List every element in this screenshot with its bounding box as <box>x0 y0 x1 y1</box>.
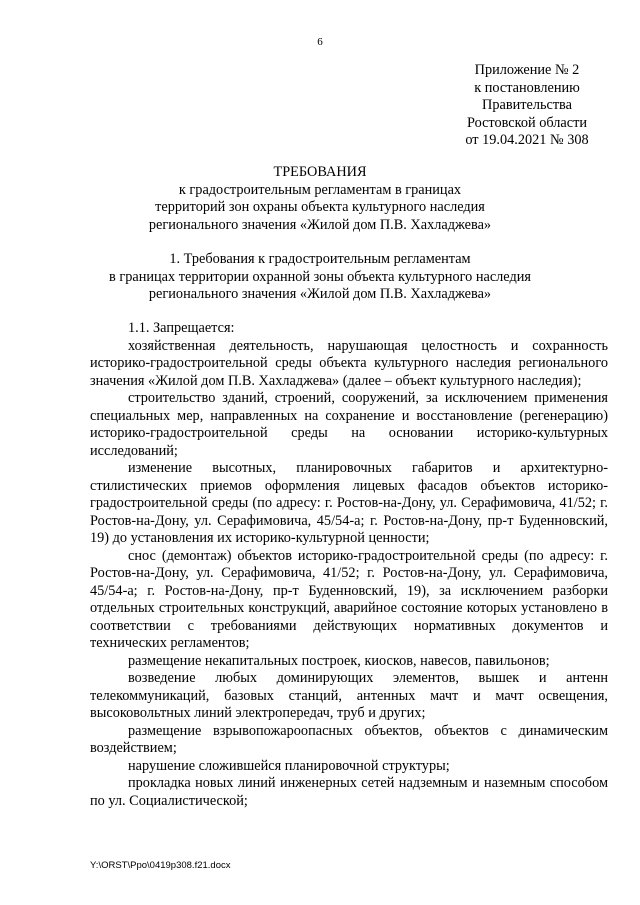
section-heading-line: в границах территории охранной зоны объекта культурного наследия <box>109 268 531 285</box>
list-item: возведение любых доминирующих элементов, вышек и антенн телекоммуникаций, базовых станций, антенных мачт и мачт освещения, высоковольтных линий электропередач, труб и других; <box>90 670 608 721</box>
title-line: регионального значения «Жилой дом П.В. Хахладжева» <box>148 216 492 233</box>
section-heading-line: 1. Требования к градостроительным регламентам <box>169 251 471 267</box>
list-item: строительство зданий, строений, сооружений, за исключением применения специальных мер, направленных на сохранение и восстановление (регенерацию) историко-градостроительной среды на основании историко-культурных исследований; <box>90 390 608 459</box>
list-item: снос (демонтаж) объектов историко-градостроительной среды (по адресу: г. Ростов-на-Дону, ул. Серафимовича, 41/52; г. Ростов-на-Дону, ул. Серафимовича, 45/54-а; г. Ростов-на-Дону, пр-т Буденновский, 19), за исключением разборки отдельных строительных конструкций, аварийное состояние которых установлено в соответствии с требованиями действующих нормативных документов и технических регламентов; <box>90 547 608 651</box>
appendix-line: к постановлению <box>474 79 580 96</box>
document-title <box>60 164 580 234</box>
appendix-line: Ростовской области <box>466 114 588 131</box>
appendix-line: Правительства <box>482 97 572 113</box>
list-item: размещение некапитальных построек, киосков, навесов, павильонов; <box>128 652 550 669</box>
appendix-line: от 19.04.2021 № 308 <box>465 132 589 148</box>
appendix-line: Приложение № 2 <box>474 62 580 78</box>
appendix-block <box>452 62 602 150</box>
list-item: прокладка новых линий инженерных сетей надземным и наземным способом по ул. Социалистической; <box>90 775 608 809</box>
section-heading <box>60 251 580 304</box>
section-heading-line: регионального значения «Жилой дом П.В. Хахладжева» <box>148 286 492 302</box>
list-item: изменение высотных, планировочных габаритов и архитектурно-стилистических приемов оформления лицевых фасадов объектов историко-градостроительной среды (по адресу: г. Ростов-на-Дону, ул. Серафимовича, 41/52; г. Ростов-на-Дону, ул. Серафимовича, 45/54-а; г. Ростов-на-Дону, пр-т Буденновский, 19) до установления их историко-культурной ценности; <box>90 460 608 546</box>
title-heading: ТРЕБОВАНИЯ <box>273 164 367 180</box>
file-path-footer: Y:\ORST\Ppo\0419p308.f21.docx <box>90 860 231 871</box>
list-item: размещение взрывопожароопасных объектов, объектов с динамическим воздействием; <box>90 722 608 756</box>
list-item: нарушение сложившейся планировочной структуры; <box>128 757 450 774</box>
page-number: 6 <box>317 36 323 48</box>
body-text <box>90 320 608 810</box>
clause-heading: 1.1. Запрещается: <box>128 320 235 336</box>
title-line: территорий зон охраны объекта культурного наследия <box>155 199 485 215</box>
list-item: хозяйственная деятельность, нарушающая целостность и сохранность историко-градостроительной среды объекта культурного наследия регионального значения «Жилой дом П.В. Хахладжева» (далее – объект культурного наследия); <box>90 337 608 389</box>
title-line: к градостроительным регламентам в границах <box>178 181 462 198</box>
